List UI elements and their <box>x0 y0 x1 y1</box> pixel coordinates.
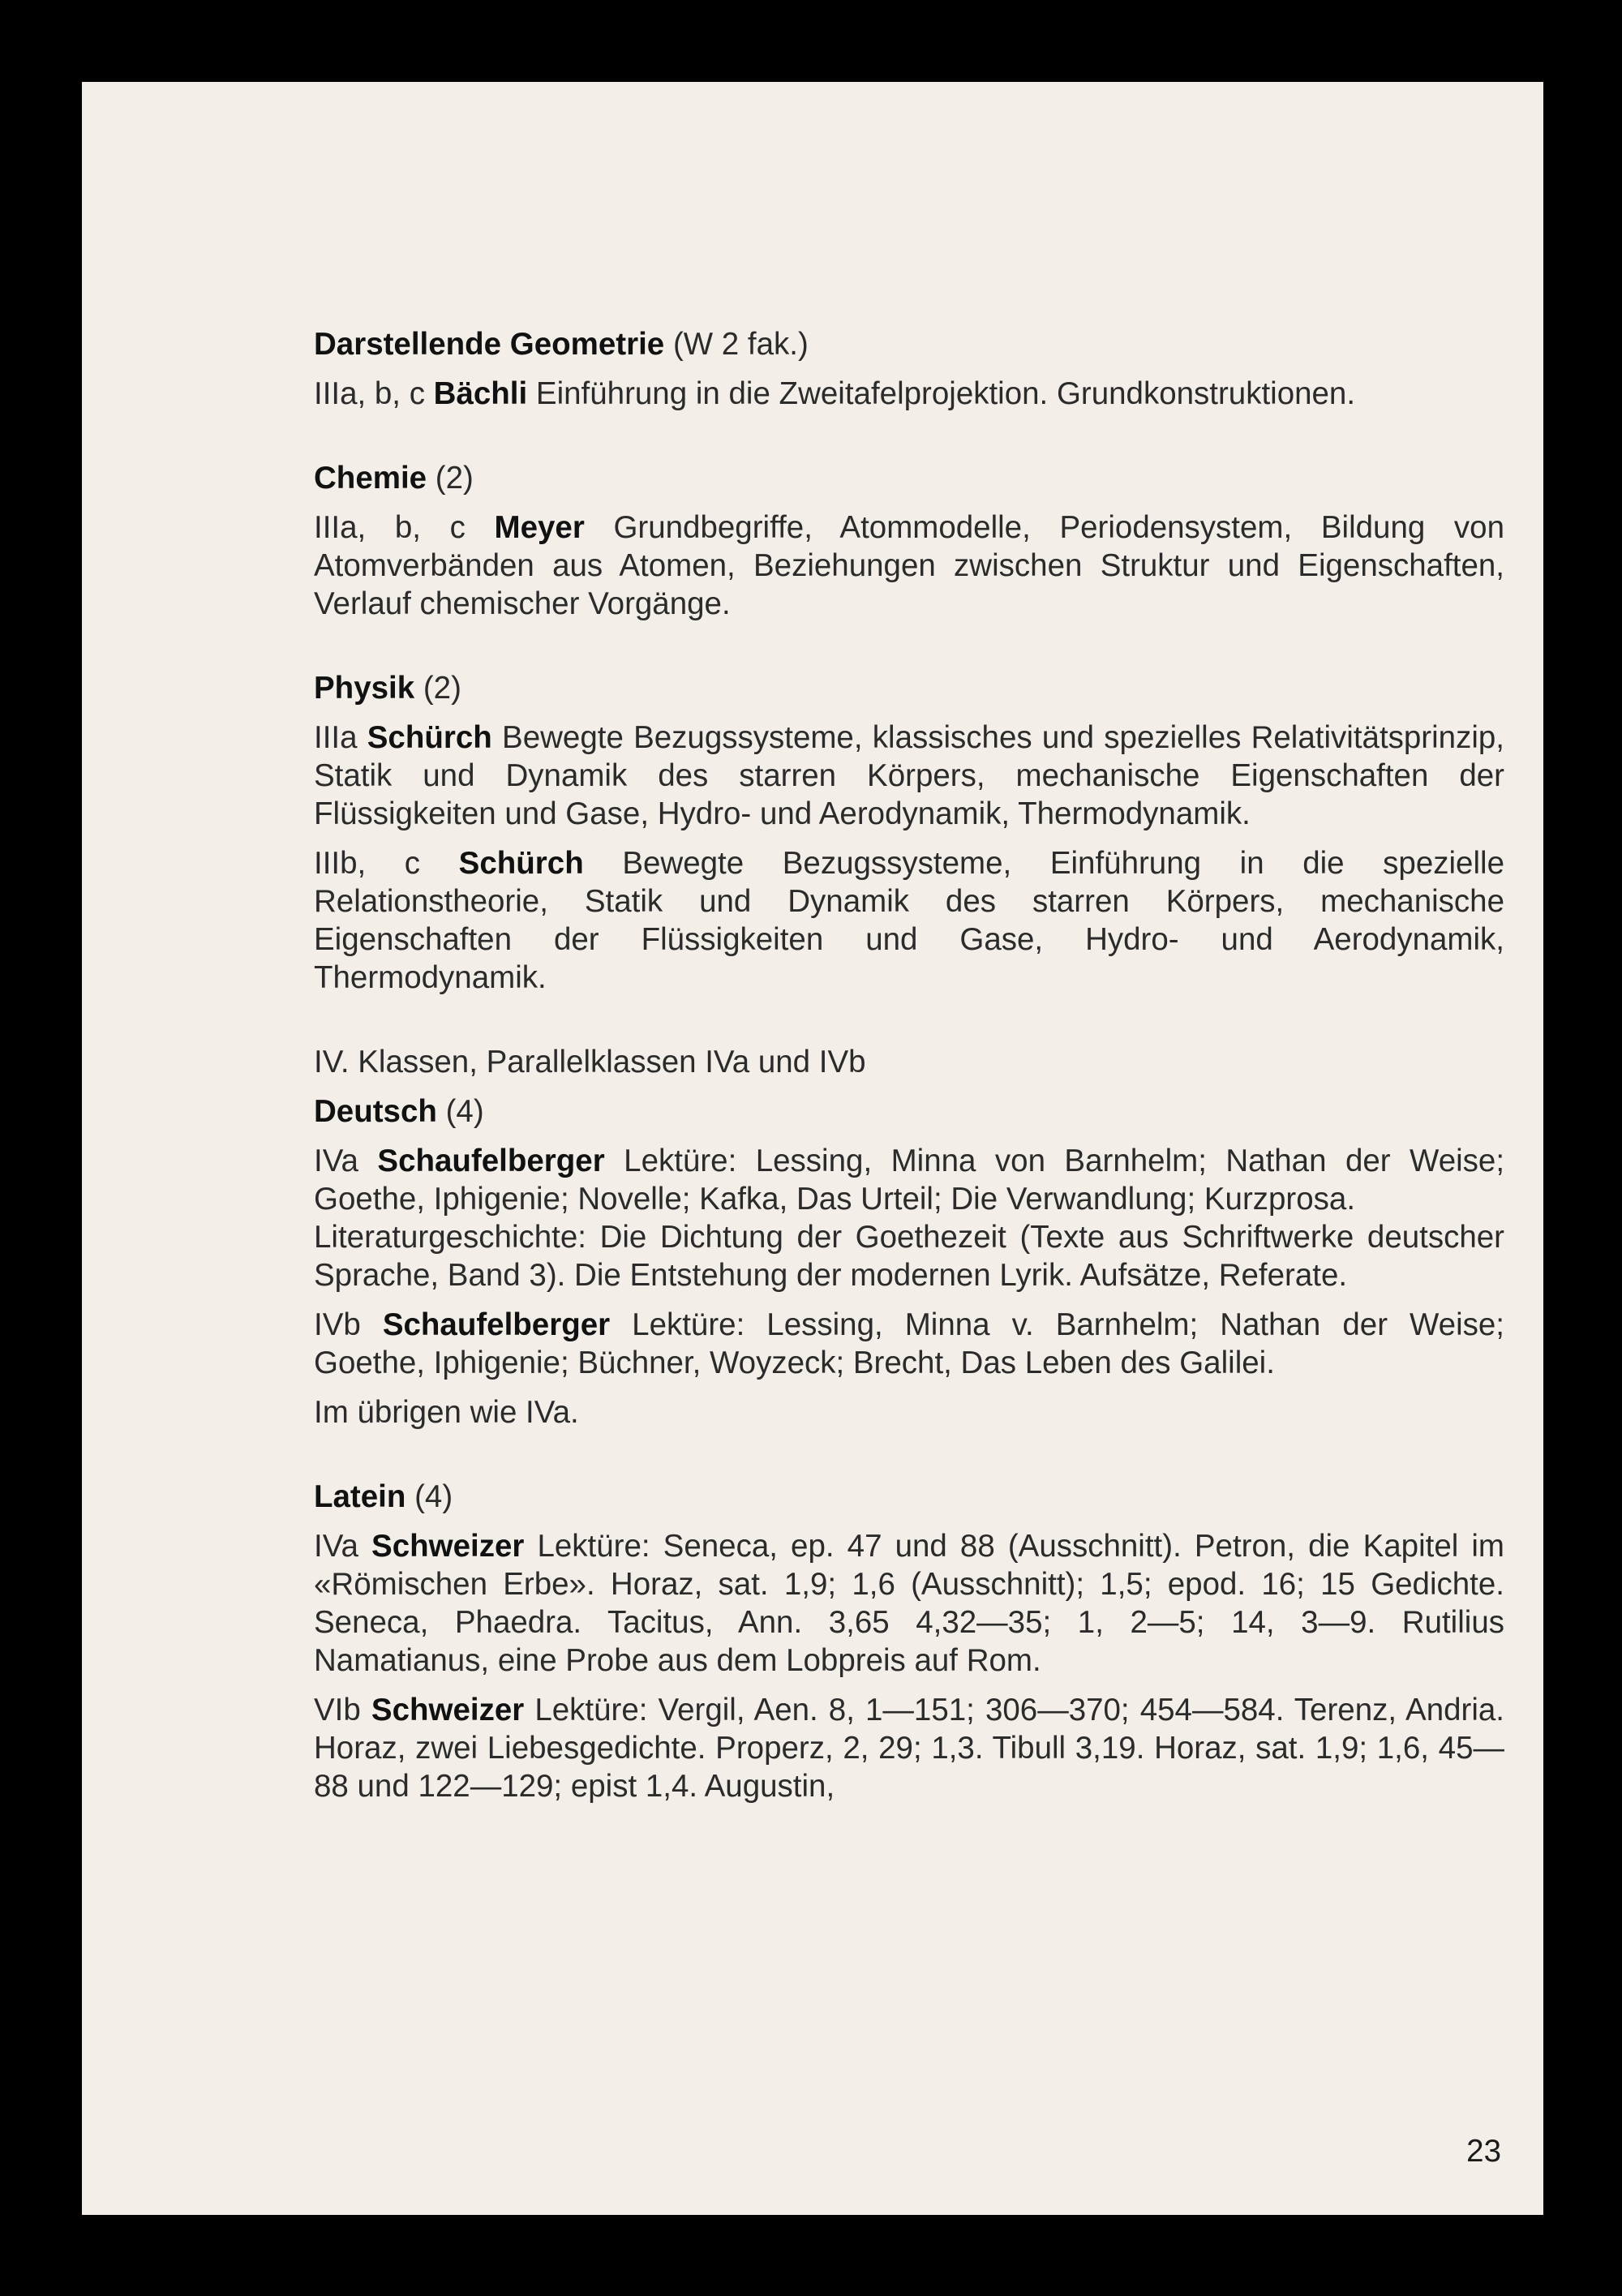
section-hours: (4) <box>445 1094 484 1129</box>
section-heading-geometrie <box>314 325 1504 363</box>
class-level-heading: IV. Klassen, Parallelklassen IVa und IVb <box>314 1045 866 1079</box>
section-title: Chemie <box>314 461 427 496</box>
section-heading-chemie <box>314 459 1504 497</box>
entry-teacher: Schürch <box>367 720 492 755</box>
entry-classes: VIb <box>314 1693 361 1727</box>
entry-chemie <box>314 509 1504 623</box>
entry-classes: IIIa, b, c <box>314 510 466 545</box>
entry-classes: IVa <box>314 1144 358 1178</box>
entry-teacher: Schaufelberger <box>377 1144 605 1178</box>
entry-deutsch-iva <box>314 1142 1504 1218</box>
deutsch-note: Im übrigen wie IVa. <box>314 1395 579 1430</box>
section-title: Darstellende Geometrie <box>314 327 665 362</box>
entry-text: Lektüre: Seneca, ep. 47 und 88 (Ausschnitt). Petron, die Kapitel im «Römischen Erbe». Horaz, sat. 1,9; 1,6 (Ausschnitt); 1,5; epod. 16; 15 Gedichte. Seneca, Phaedra. Tacitus, Ann. 3,65 4,32—35; 1, 2—5; 14, 3—9. Rutilius Namatianus, eine Probe aus dem Lobpreis auf Rom. <box>314 1529 1505 1678</box>
entry-classes: IIIa <box>314 720 358 755</box>
entry-classes: IVa <box>314 1529 358 1564</box>
entry-text: Grundbegriffe, Atommodelle, Periodensystem, Bildung von Atomverbänden aus Atomen, Beziehungen zwischen Struktur und Eigenschaften, Verlauf chemischer Vorgänge. <box>314 510 1504 621</box>
page-number: 23 <box>1466 2134 1501 2169</box>
entry-latein-iva <box>314 1527 1504 1680</box>
entry-geometrie <box>314 375 1504 413</box>
entry-teacher: Schürch <box>458 846 584 881</box>
entry-physik-bc <box>314 844 1504 997</box>
section-hours: (2) <box>435 461 474 496</box>
section-heading-latein <box>314 1478 1504 1516</box>
entry-teacher: Schweizer <box>371 1529 525 1564</box>
entry-teacher: Schaufelberger <box>382 1307 611 1342</box>
entry-classes: IVb <box>314 1307 361 1342</box>
entry-text: Lektüre: Lessing, Minna von Barnhelm; Nathan der Weise; Goethe, Iphigenie; Novelle; Kafka, Das Urteil; Die Verwandlung; Kurzprosa. <box>314 1144 1505 1217</box>
section-hours: (4) <box>414 1479 453 1514</box>
entry-text: Lektüre: Lessing, Minna v. Barnhelm; Nathan der Weise; Goethe, Iphigenie; Büchner, Woyzeck; Brecht, Das Leben des Galilei. <box>314 1307 1505 1380</box>
entry-latein-vib <box>314 1691 1504 1805</box>
entry-text: Bewegte Bezugssysteme, Einführung in die spezielle Relationstheorie, Statik und Dynamik des starren Körpers, mechanische Eigenschaften der Flüssigkeiten und Gase, Hydro- und Aerodynamik, Thermodynamik. <box>314 846 1504 995</box>
section-title: Deutsch <box>314 1094 437 1129</box>
section-hours: (2) <box>423 671 461 706</box>
entry-classes: IIIa, b, c <box>314 376 425 411</box>
entry-text: Lektüre: Vergil, Aen. 8, 1—151; 306—370; 454—584. Terenz, Andria. Horaz, zwei Liebesgedichte. Properz, 2, 29; 1,3. Tibull 3,19. Horaz, sat. 1,9; 1,6, 45—88 und 122—129; epist 1,4. Augustin, <box>314 1693 1505 1804</box>
entry-deutsch-ivb <box>314 1306 1504 1382</box>
entry-teacher: Schweizer <box>371 1693 525 1727</box>
entry-teacher: Meyer <box>494 510 585 545</box>
entry-classes: IIIb, c <box>314 846 421 881</box>
document-page <box>82 82 1543 2215</box>
entry-text: Einführung in die Zweitafelprojektion. Grundkonstruktionen. <box>535 376 1356 411</box>
entry-text: Bewegte Bezugssysteme, klassisches und spezielles Relativitätsprinzip, Statik und Dynamik des starren Körpers, mechanische Eigenschaften der Flüssigkeiten und Gase, Hydro- und Aerodynamik, Thermodynamik. <box>314 720 1504 831</box>
section-heading-physik <box>314 669 1504 707</box>
section-hours: (W 2 fak.) <box>672 327 809 362</box>
entry-teacher: Bächli <box>433 376 528 411</box>
section-title: Latein <box>314 1479 406 1514</box>
entry-physik-a <box>314 719 1504 833</box>
section-heading-deutsch <box>314 1092 1504 1131</box>
page-content <box>314 325 1504 1805</box>
section-title: Physik <box>314 671 415 706</box>
entry-deutsch-iva-literature: Literaturgeschichte: Die Dichtung der Goethezeit (Texte aus Schriftwerke deutscher Sprache, Band 3). Die Entstehung der modernen Lyrik. Aufsätze, Referate. <box>314 1220 1504 1293</box>
